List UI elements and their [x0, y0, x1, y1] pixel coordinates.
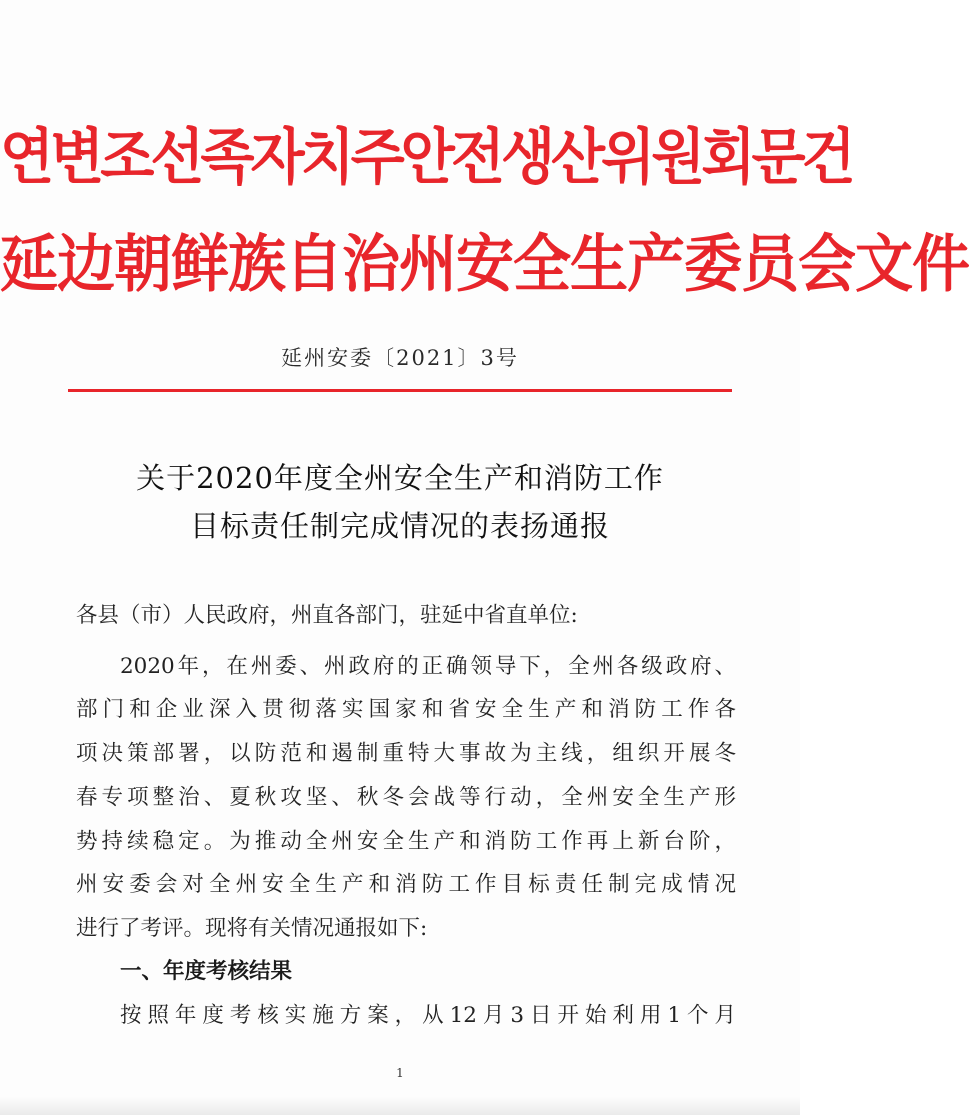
document-title-line-2: 目标责任制完成情况的表扬通报 [189, 509, 610, 543]
paragraph-line: 春专项整治、夏秋攻坚、秋冬会战等行动，全州安全生产形 [76, 785, 736, 810]
page-number: 1 [396, 1066, 404, 1080]
document-title-line-1: 关于2020年度全州安全生产和消防工作 [136, 461, 664, 495]
section-heading: 一、年度考核结果 [120, 959, 293, 984]
paragraph-line: 2020年，在州委、州政府的正确领导下，全州各级政府、 [120, 654, 736, 679]
paragraph-line: 按照年度考核实施方案，从12月3日开始利用1个月 [120, 1003, 736, 1028]
chinese-header-title: 延边朝鲜族自治州安全生产委员会文件 [0, 227, 969, 301]
scan-edge-shadow [0, 1097, 800, 1115]
paragraph-line: 部门和企业深入贯彻落实国家和省安全生产和消防工作各 [76, 697, 736, 722]
paragraph-line: 进行了考评。现将有关情况通报如下: [76, 916, 428, 941]
document-number: 延州安委〔2021〕3号 [281, 346, 519, 370]
paragraph-line: 州安委会对全州安全生产和消防工作目标责任制完成情况 [76, 872, 736, 897]
paragraph-line: 项决策部署，以防范和遏制重特大事故为主线，组织开展冬 [76, 741, 736, 766]
red-divider-line [68, 389, 732, 392]
korean-header-title: 연변조선족자치주안전생산위원회문건 [0, 122, 852, 193]
paragraph-line: 势持续稳定。为推动全州安全生产和消防工作再上新台阶， [76, 829, 736, 854]
salutation: 各县（市）人民政府，州直各部门，驻延中省直单位: [76, 603, 578, 628]
